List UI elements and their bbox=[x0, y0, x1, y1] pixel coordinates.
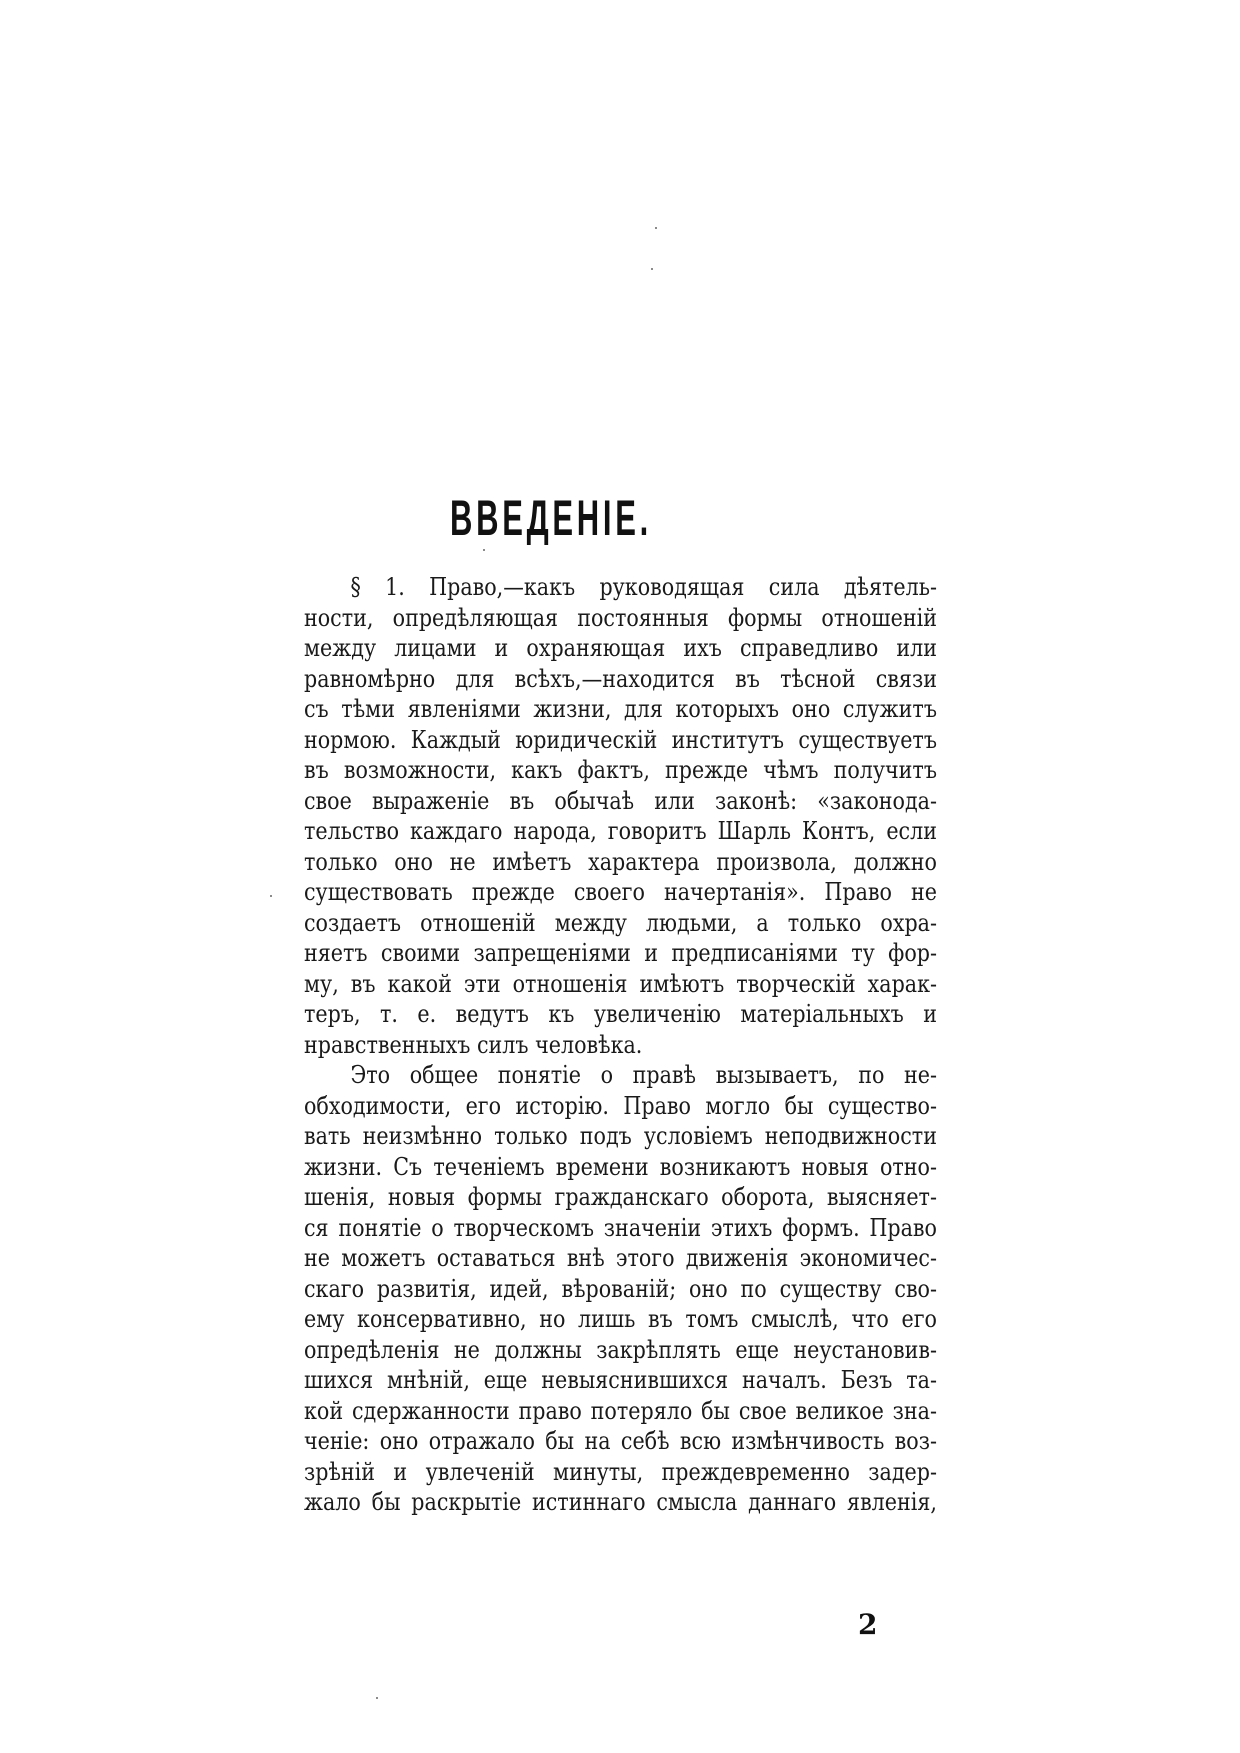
text-line: обходимости, его исторiю. Право могло бы существо- bbox=[304, 1091, 937, 1120]
text-line: опредѣленiя не должны закрѣплять еще неустановив- bbox=[304, 1335, 937, 1364]
text-line: шенiя, новыя формы гражданскаго оборота, выясняет- bbox=[304, 1183, 937, 1211]
text-line: только оно не имѣетъ характера произвола, должно bbox=[304, 847, 937, 876]
text-line: равномѣрно для всѣхъ,—находится въ тѣсной связи bbox=[304, 664, 937, 693]
text-line: жало бы раскрытiе истиннаго смысла даннаго явленiя, bbox=[304, 1488, 937, 1516]
text-line: нормою. Каждый юридическiй институтъ существуетъ bbox=[304, 725, 937, 754]
scan-speck bbox=[651, 268, 653, 270]
scan-speck bbox=[376, 1697, 378, 1699]
text-line: му, въ какой эти отношенiя имѣютъ творческiй харак- bbox=[304, 969, 937, 998]
text-line: создаетъ отношенiй между людьми, а только охра- bbox=[304, 908, 937, 937]
chapter-heading: ВВЕДЕНIЕ. bbox=[450, 490, 652, 546]
text-line: не можетъ оставаться внѣ этого движенiя экономичес- bbox=[304, 1244, 937, 1272]
text-line: ему консервативно, но лишь въ томъ смыслѣ, что его bbox=[304, 1305, 937, 1333]
text-line: ся понятiе о творческомъ значенiи этихъ формъ. Право bbox=[304, 1213, 937, 1242]
text-line: § 1. Право,—какъ руководящая сила дѣятель- bbox=[350, 573, 937, 601]
text-line: няетъ своими запрещенiями и предписанiями ту фор- bbox=[304, 939, 937, 967]
text-line: скаго развитiя, идей, вѣрованiй; оно по существу сво- bbox=[304, 1274, 937, 1303]
text-line: нравственныхъ силъ человѣка. bbox=[304, 1030, 643, 1059]
text-line: теръ, т. е. ведутъ къ увеличенiю матерiальныхъ и bbox=[304, 1000, 937, 1028]
text-line: кой сдержанности право потеряло бы свое великое зна- bbox=[304, 1396, 937, 1425]
text-line: въ возможности, какъ фактъ, прежде чѣмъ получитъ bbox=[304, 756, 937, 784]
page-number: 2 bbox=[858, 1608, 878, 1641]
scan-speck bbox=[483, 549, 485, 551]
text-line: ности, опредѣляющая постоянныя формы отношенiй bbox=[304, 603, 937, 632]
text-line: тельство каждаго народа, говоритъ Шарль Контъ, если bbox=[304, 817, 937, 845]
scan-speck bbox=[655, 227, 657, 229]
text-line: жизни. Съ теченiемъ времени возникаютъ новыя отно- bbox=[304, 1152, 937, 1181]
text-line: свое выраженiе въ обычаѣ или законѣ: «законода- bbox=[304, 786, 937, 815]
text-line: зрѣнiй и увлеченiй минуты, преждевременно задер- bbox=[304, 1457, 937, 1486]
text-line: ченiе: оно отражало бы на себѣ всю измѣнчивость воз- bbox=[304, 1427, 937, 1455]
text-line: Это общее понятiе о правѣ вызываетъ, по не- bbox=[350, 1061, 937, 1089]
text-line: шихся мнѣнiй, еще невыяснившихся началъ. Безъ та- bbox=[304, 1366, 937, 1394]
text-line: вать неизмѣнно только подъ условiемъ неподвижности bbox=[304, 1122, 937, 1150]
paragraph-1 bbox=[304, 572, 937, 1060]
text-line: между лицами и охраняющая ихъ справедливо или bbox=[304, 634, 937, 662]
body-text bbox=[304, 572, 937, 1518]
paragraph-2 bbox=[304, 1060, 937, 1518]
scan-speck bbox=[270, 895, 272, 897]
text-line: существовать прежде своего начертанiя». Право не bbox=[304, 878, 937, 906]
text-line: съ тѣми явленiями жизни, для которыхъ оно служитъ bbox=[304, 695, 937, 723]
